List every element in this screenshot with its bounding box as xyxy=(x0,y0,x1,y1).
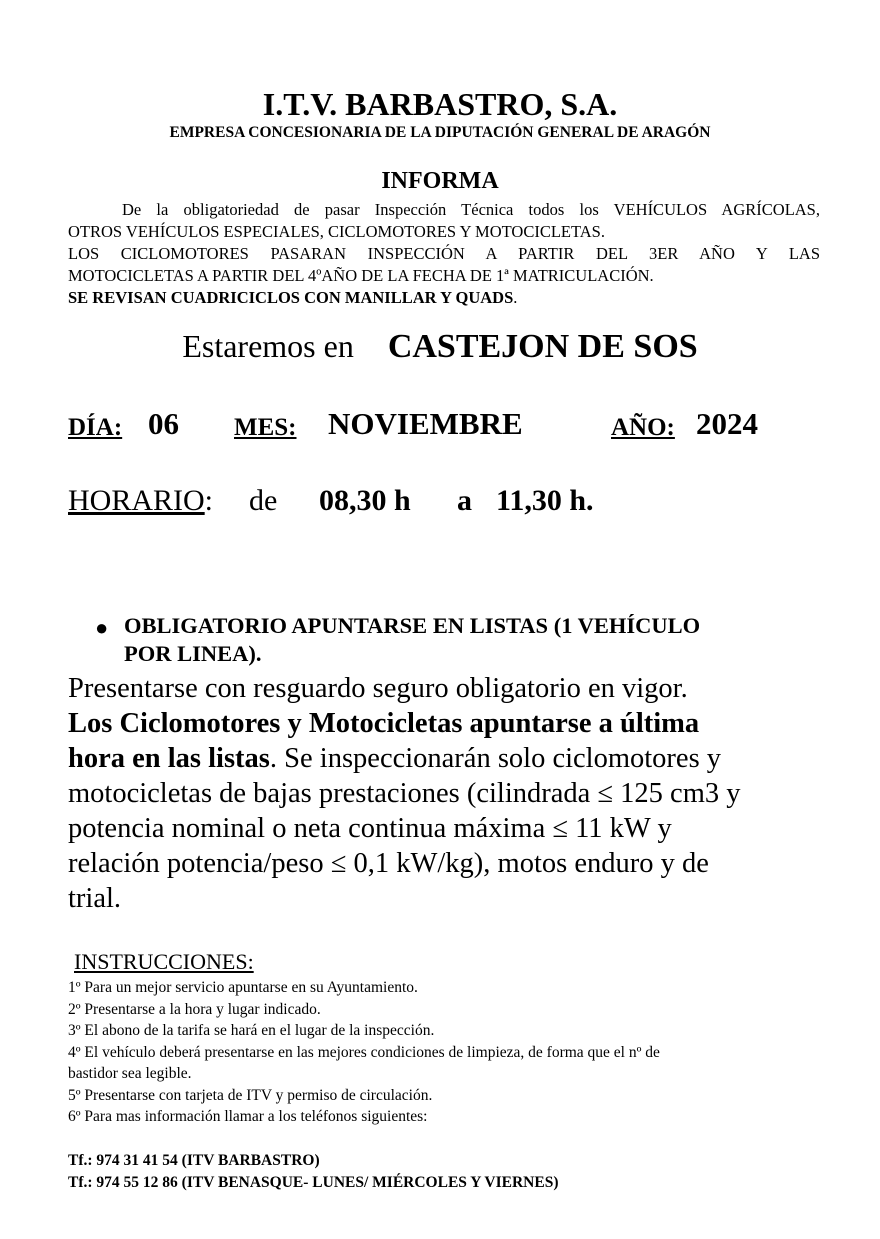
schedule-from-word: de xyxy=(249,484,278,517)
para-line-4: potencia nominal o neta continua máxima ≤ 11 kW y xyxy=(68,813,672,844)
instruction-item: 6º Para mas información llamar a los teléfonos siguientes: xyxy=(68,1108,428,1125)
para-line-1: Presentarse con resguardo seguro obligatorio en vigor. xyxy=(68,673,688,704)
location-line xyxy=(0,328,880,366)
informa-line-4: MOTOCICLETAS A PARTIR DEL 4ºAÑO DE LA FECHA DE 1ª MATRICULACIÓN. xyxy=(68,266,654,285)
schedule-to: 11,30 h. xyxy=(496,484,594,517)
para-line-6: trial. xyxy=(68,883,122,914)
phone-list xyxy=(68,1150,558,1194)
informa-line-3: LOS CICLOMOTORES PASARAN INSPECCIÓN A PARTIR DEL 3ER AÑO Y LAS xyxy=(68,244,820,263)
day-label: DÍA: xyxy=(68,414,123,441)
para-line-2 xyxy=(68,741,838,776)
instruction-item: 1º Para un mejor servicio apuntarse en su Ayuntamiento. xyxy=(68,979,418,996)
informa-line-2: OTROS VEHÍCULOS ESPECIALES, CICLOMOTORES Y MOTOCICLETAS. xyxy=(68,222,605,241)
company-title: I.T.V. BARBASTRO, S.A. xyxy=(262,86,618,122)
year-label: AÑO: xyxy=(611,414,675,441)
schedule-from: 08,30 h xyxy=(319,484,411,517)
informa-heading: INFORMA xyxy=(381,168,499,194)
quads-notice-end: . xyxy=(513,288,518,307)
schedule-to-word: a xyxy=(457,484,472,517)
bullet-dot-icon: ● xyxy=(95,615,109,640)
schedule-label: HORARIO xyxy=(68,484,205,517)
schedule-label-wrap xyxy=(68,484,213,518)
location-prefix: Estaremos en xyxy=(182,328,354,364)
phone-benasque: Tf.: 974 55 12 86 (ITV BENASQUE- LUNES/ MIÉRCOLES Y VIERNES) xyxy=(68,1174,559,1191)
obligatory-line-2: POR LINEA). xyxy=(124,641,262,666)
phone-barbastro: Tf.: 974 31 41 54 (ITV BARBASTRO) xyxy=(68,1152,320,1169)
quads-notice: SE REVISAN CUADRICICLOS CON MANILLAR Y QUADS xyxy=(68,288,514,307)
instruction-item: 5º Presentarse con tarjeta de ITV y permiso de circulación. xyxy=(68,1086,433,1104)
para-line-5: relación potencia/peso ≤ 0,1 kW/kg), motos enduro y de xyxy=(68,848,709,879)
informa-line-1: De la obligatoriedad de pasar Inspección Técnica todos los VEHÍCULOS AGRÍCOLAS, xyxy=(122,200,820,219)
month-label: MES: xyxy=(234,414,297,441)
instructions-title: INSTRUCCIONES: xyxy=(74,949,254,974)
instruction-item: bastidor sea legible. xyxy=(68,1065,192,1082)
para-bold-line: Los Ciclomotores y Motocicletas apuntarse a última xyxy=(68,708,700,739)
para-line-3: motocicletas de bajas prestaciones (cilindrada ≤ 125 cm3 y xyxy=(68,778,741,809)
informa-line-5 xyxy=(68,287,820,309)
para-bold-part: hora en las listas xyxy=(68,743,270,774)
instructions-list xyxy=(68,977,828,1128)
instruction-item: 3º El abono de la tarifa se hará en el lugar de la inspección. xyxy=(68,1022,435,1039)
schedule-colon: : xyxy=(204,484,214,517)
obligatory-line-1: OBLIGATORIO APUNTARSE EN LISTAS (1 VEHÍCULO xyxy=(124,613,701,638)
para-rest-part: . Se inspeccionarán solo ciclomotores y xyxy=(269,743,722,774)
location-place: CASTEJON DE SOS xyxy=(387,328,698,365)
year-value: 2024 xyxy=(696,406,758,441)
obligatory-notice xyxy=(124,612,814,668)
company-subtitle: EMPRESA CONCESIONARIA DE LA DIPUTACIÓN GENERAL DE ARAGÓN xyxy=(169,124,711,141)
month-value: NOVIEMBRE xyxy=(328,406,523,441)
instruction-item: 2º Presentarse a la hora y lugar indicado. xyxy=(68,1000,321,1018)
instruction-item: 4º El vehículo deberá presentarse en las mejores condiciones de limpieza, de forma que el nº de xyxy=(68,1043,660,1061)
requirements-paragraph xyxy=(68,671,838,916)
day-value: 06 xyxy=(148,406,179,441)
